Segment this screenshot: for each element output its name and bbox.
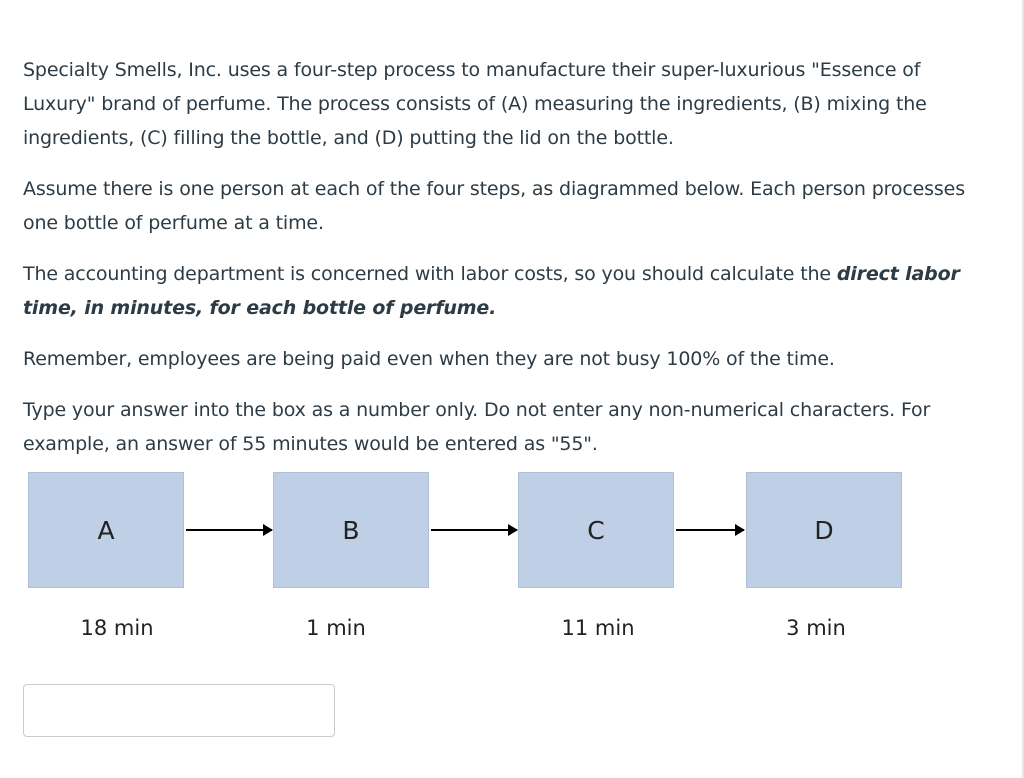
question-paragraph-intro: Specialty Smells, Inc. uses a four-step process to manufacture their super-luxurious "Essence of Luxury" brand of perfume. The process consists of (A) measuring the ingredients, (B) mixing the ingredients, (C) filling the bottle, and (D) putting the lid on the bottle.: [23, 59, 927, 149]
task-text: The accounting department is concerned with labor costs, so you should calculate the: [23, 263, 837, 285]
step-time-b: 1 min: [306, 616, 366, 640]
step-box-a: [28, 472, 184, 588]
step-label-a: A: [97, 515, 115, 545]
step-time-a: 18 min: [80, 616, 154, 640]
step-time-d: 3 min: [786, 616, 846, 640]
question-paragraph-assumption: Assume there is one person at each of the four steps, as diagrammed below. Each person processes one bottle of perfume at a time.: [23, 178, 965, 234]
arrow-b-to-c: [431, 529, 517, 531]
answer-input[interactable]: [23, 684, 335, 737]
arrow-c-to-d: [676, 529, 744, 531]
step-box-b: [273, 472, 429, 588]
arrow-a-to-b: [186, 529, 272, 531]
step-label-d: D: [814, 515, 834, 545]
question-paragraph-instructions: Type your answer into the box as a number only. Do not enter any non-numerical characters. For example, an answer of 55 minutes would be entered as "55".: [23, 399, 931, 455]
task-emphasis: direct labor time, in minutes, for each bottle of perfume.: [23, 263, 960, 319]
step-box-d: [746, 472, 902, 588]
step-time-c: 11 min: [561, 616, 635, 640]
question-paragraph-reminder: Remember, employees are being paid even when they are not busy 100% of the time.: [23, 348, 835, 370]
step-label-b: B: [342, 515, 360, 545]
step-label-c: C: [587, 515, 605, 545]
step-box-c: [518, 472, 674, 588]
